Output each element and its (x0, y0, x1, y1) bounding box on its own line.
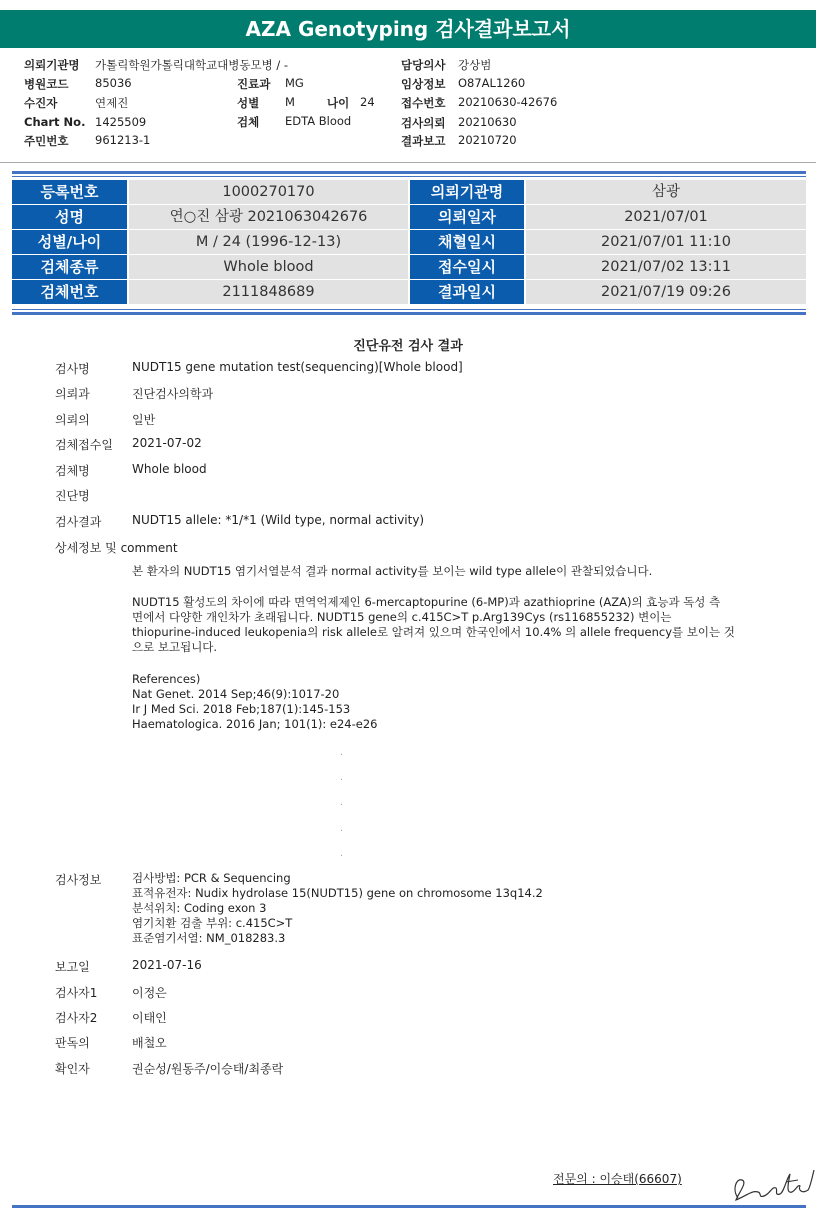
header-value: 20210630 (458, 115, 517, 129)
info-label: 결과일시 (410, 280, 524, 304)
text-line: 표적유전자: Nudix hydrolase 15(NUDT15) gene on chromosome 13q14.2 (132, 886, 543, 900)
table-row (12, 230, 806, 255)
header-value: 961213-1 (95, 133, 151, 147)
header-label: 검체 (237, 115, 260, 129)
table-row (12, 280, 806, 305)
field-label: 보고일 (55, 960, 90, 974)
header-label: 병원코드 (24, 77, 69, 91)
field-value: 2021-07-16 (132, 958, 202, 972)
field-label: 의뢰의 (55, 413, 90, 427)
field-value: NUDT15 gene mutation test(sequencing)[Whole blood] (132, 360, 463, 374)
references (132, 672, 752, 732)
field-label: 검체접수일 (55, 438, 113, 452)
info-label: 채혈일시 (410, 230, 524, 254)
detail-paragraph-2 (132, 595, 752, 655)
header-value: 20210720 (458, 133, 517, 147)
report-title: AZA Genotyping 검사결과보고서 (0, 10, 816, 48)
text-line: References) (132, 672, 201, 686)
header-value: 24 (360, 95, 375, 109)
field-value: NUDT15 allele: *1/*1 (Wild type, normal activity) (132, 513, 425, 527)
text-line: Haematologica. 2016 Jan; 101(1): e24-e26 (132, 717, 378, 731)
field-value: 이태인 (132, 1011, 167, 1025)
spacer-dot: . (340, 748, 343, 758)
header-label: 나이 (327, 96, 350, 110)
info-value: 1000270170 (129, 180, 408, 204)
field-value: 권순성/원동주/이승태/최종락 (132, 1062, 284, 1076)
header-label: 담당의사 (401, 58, 446, 72)
text-line: Nat Genet. 2014 Sep;46(9):1017-20 (132, 687, 340, 701)
header-label: 검사의뢰 (401, 116, 446, 130)
info-value: 2021/07/01 11:10 (526, 230, 806, 254)
info-label: 의뢰기관명 (410, 180, 524, 204)
info-value: M / 24 (1996-12-13) (129, 230, 408, 254)
detail-label: 상세정보 및 comment (55, 541, 178, 555)
test-info (132, 871, 752, 946)
field-label: 진단명 (55, 489, 90, 503)
table-row (12, 255, 806, 280)
header-value: EDTA Blood (285, 114, 352, 128)
info-value: 삼광 (526, 180, 806, 204)
section-title: 진단유전 검사 결과 (353, 339, 463, 354)
header-label: 결과보고 (401, 134, 446, 148)
header-label: 주민번호 (24, 134, 69, 148)
header-label: 수진자 (24, 96, 58, 110)
table-row (12, 180, 806, 205)
field-value: 일반 (132, 413, 156, 427)
spacer-dot: . (340, 824, 343, 834)
text-line: NUDT15 활성도의 차이에 따라 면역억제제인 6-mercaptopurine (6-MP)과 azathioprine (AZA)의 효능과 독성 측 (132, 595, 721, 609)
spacer-dot: . (340, 849, 343, 859)
info-value: Whole blood (129, 255, 408, 279)
header-label: 의뢰기관명 (24, 58, 80, 72)
info-label: 접수일시 (410, 255, 524, 279)
field-label: 검체명 (55, 464, 90, 478)
blue-divider (12, 309, 806, 310)
field-label: 확인자 (55, 1062, 90, 1076)
blue-divider (12, 176, 806, 177)
header-label: Chart No. (24, 115, 86, 129)
text-line: 검사방법: PCR & Sequencing (132, 871, 291, 885)
info-value: 2021/07/19 09:26 (526, 280, 806, 304)
field-label: 검사결과 (55, 515, 102, 529)
signature-image (728, 1160, 816, 1208)
text-line: 면에서 다양한 개인차가 초래됩니다. NUDT15 gene의 c.415C>T p.Arg139Cys (rs116855232) 변이는 (132, 610, 672, 624)
info-value: 연○진 삼광 2021063042676 (129, 205, 408, 229)
header-label: 성별 (237, 96, 260, 110)
blue-divider (12, 171, 806, 174)
field-label: 검사자2 (55, 1011, 98, 1025)
text-line: thiopurine-induced leukopenia의 risk allele로 알려져 있으며 한국인에서 10.4% 의 allele frequency를 보이는 것 (132, 625, 735, 639)
text-line: 염기치환 검출 부위: c.415C>T (132, 916, 293, 930)
field-value: 진단검사의학과 (132, 387, 214, 401)
header-value: MG (285, 76, 304, 90)
spacer-dot: . (340, 798, 343, 808)
header-label: 임상정보 (401, 77, 446, 91)
blue-divider (12, 1205, 806, 1208)
header-value: O87AL1260 (458, 76, 526, 90)
field-label: 판독의 (55, 1036, 90, 1050)
table-row (12, 205, 806, 230)
header-value: 가톨릭학원가톨릭대학교대병동모병 / - (95, 58, 289, 72)
info-value: 2111848689 (129, 280, 408, 304)
header-value: 1425509 (95, 115, 147, 129)
detail-paragraph-1: 본 환자의 NUDT15 염기서열분석 결과 normal activity를 보이는 wild type allele이 관찰되었습니다. (132, 564, 653, 578)
field-value: 2021-07-02 (132, 436, 202, 450)
header-value: 강상범 (458, 58, 492, 72)
text-line: 표준염기서열: NM_018283.3 (132, 931, 286, 945)
field-label: 의뢰과 (55, 387, 90, 401)
header-divider (0, 162, 816, 163)
text-line: 으로 보고됩니다. (132, 640, 218, 654)
info-value: 2021/07/01 (526, 205, 806, 229)
info-label: 성별/나이 (12, 230, 127, 254)
header-value: 연제진 (95, 96, 129, 110)
header-label: 진료과 (237, 77, 271, 91)
header-label: 접수번호 (401, 96, 446, 110)
info-value: 2021/07/02 13:11 (526, 255, 806, 279)
info-label: 성명 (12, 205, 127, 229)
field-label: 검사자1 (55, 986, 98, 1000)
patient-info-table (12, 180, 806, 305)
test-info-label: 검사정보 (55, 873, 102, 887)
field-label: 검사명 (55, 362, 90, 376)
field-value: Whole blood (132, 462, 207, 476)
header-value: 20210630-42676 (458, 95, 558, 109)
blue-divider (12, 312, 806, 315)
field-value: 이정은 (132, 986, 167, 1000)
info-label: 검체번호 (12, 280, 127, 304)
text-line: 분석위치: Coding exon 3 (132, 901, 267, 915)
info-label: 등록번호 (12, 180, 127, 204)
field-value: 배철오 (132, 1036, 167, 1050)
info-label: 의뢰일자 (410, 205, 524, 229)
text-line: Ir J Med Sci. 2018 Feb;187(1):145-153 (132, 702, 351, 716)
specialist-signer: 전문의 : 이승태(66607) (553, 1172, 682, 1186)
header-value: 85036 (95, 76, 132, 90)
header-value: M (285, 95, 295, 109)
info-label: 검체종류 (12, 255, 127, 279)
spacer-dot: . (340, 773, 343, 783)
